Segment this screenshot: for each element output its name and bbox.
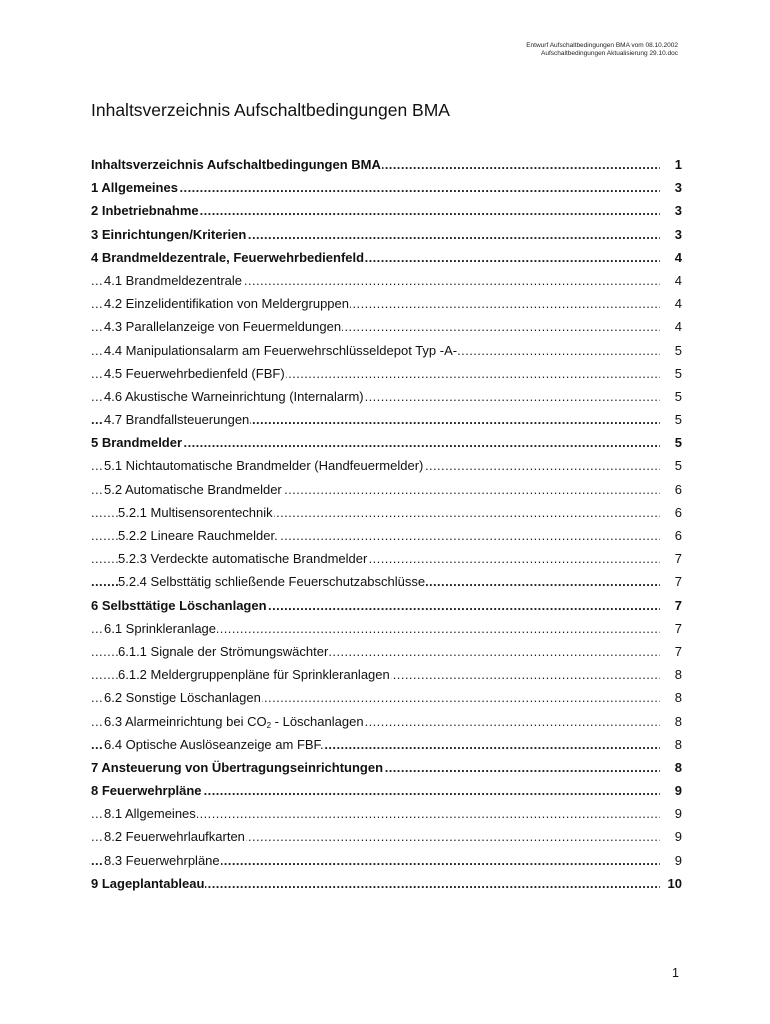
toc-entry[interactable] — [91, 478, 682, 501]
toc-entry[interactable] — [91, 524, 682, 547]
toc-entry-label: 4.2 Einzelidentifikation von Meldergruppen — [104, 296, 349, 312]
toc-entry[interactable] — [91, 756, 682, 779]
toc-entry-label: 8 Feuerwehrpläne — [91, 783, 202, 799]
toc-entry-page: 5 — [672, 385, 682, 408]
toc-entry-label: 4 Brandmeldezentrale, Feuerwehrbedienfeld — [91, 249, 365, 265]
toc-entry[interactable] — [91, 547, 682, 570]
toc-entry[interactable] — [91, 408, 682, 431]
toc-entry-label: 5 Brandmelder — [91, 435, 183, 451]
toc-entry-label: 6 Selbsttätige Löschanlagen — [91, 597, 267, 613]
toc-entry-label: Inhaltsverzeichnis Aufschaltbedingungen BMA — [91, 157, 381, 172]
toc-entry-label: 5.2.2 Lineare Rauchmelder. — [118, 528, 278, 543]
toc-entry[interactable] — [91, 246, 682, 269]
toc-entry-page: 8 — [672, 663, 682, 686]
toc-entry[interactable] — [91, 733, 682, 756]
toc-entry[interactable] — [91, 199, 682, 222]
toc-entry-page: 10 — [665, 872, 682, 895]
toc-entry-page: 5 — [672, 339, 682, 362]
toc-entry-label: 9 Lageplantableau — [91, 875, 205, 891]
toc-entry-label: 6.2 Sonstige Löschanlagen — [104, 690, 261, 706]
toc-entry-label: 8.3 Feuerwehrpläne — [104, 852, 220, 868]
toc-entry[interactable] — [91, 292, 682, 315]
toc-entry-page: 3 — [672, 199, 682, 222]
toc-entry-label: 5.2.3 Verdeckte automatische Brandmelder — [118, 551, 368, 567]
toc-entry[interactable] — [91, 385, 682, 408]
header-note-line-1: Entwurf Aufschaltbedingungen BMA vom 08.10.2002 — [526, 42, 678, 49]
toc-entry-label: 5.2.1 Multisensorentechnik — [118, 504, 273, 520]
toc-entry[interactable] — [91, 686, 682, 709]
toc-entry-page: 3 — [672, 176, 682, 199]
toc-entry[interactable] — [91, 617, 682, 640]
toc-entry[interactable] — [91, 663, 682, 686]
toc-entry-page: 1 — [672, 153, 682, 176]
toc-entry[interactable] — [91, 779, 682, 802]
toc-entry[interactable] — [91, 315, 682, 338]
toc-entry-page: 5 — [672, 454, 682, 477]
toc-entry-label: 6.1.2 Meldergruppenpläne für Sprinkleranlagen — [118, 667, 390, 683]
toc-entry-page: 8 — [672, 710, 682, 733]
toc-entry-page: 9 — [672, 849, 682, 872]
toc-entry[interactable] — [91, 362, 682, 385]
toc-entry[interactable] — [91, 431, 682, 454]
toc-entry-page: 8 — [672, 686, 682, 709]
toc-entry-label: 4.3 Parallelanzeige von Feuermeldungen — [104, 319, 342, 335]
toc-entry-label: 6.1.1 Signale der Strömungswächter — [118, 643, 329, 659]
toc-entry-page: 7 — [672, 547, 682, 570]
toc-entry-page: 7 — [672, 617, 682, 640]
toc-entry-label: 6.1 Sprinkleranlage — [104, 620, 217, 636]
toc-entry-page: 5 — [672, 362, 682, 385]
toc-entry-label: 5.1 Nichtautomatische Brandmelder (Handfeuermelder) — [104, 458, 424, 474]
toc-entry-label: 4.1 Brandmeldezentrale — [104, 272, 243, 288]
toc-entry-label: 5.2 Automatische Brandmelder — [104, 481, 282, 497]
header-note-line-2: Aufschaltbedingungen Aktualisierung 29.10.doc — [541, 50, 678, 57]
toc-entry-page: 6 — [672, 478, 682, 501]
toc-entry[interactable] — [91, 223, 682, 246]
toc-entry-page: 9 — [672, 825, 682, 848]
toc-entry[interactable] — [91, 825, 682, 848]
toc-entry-page: 9 — [672, 802, 682, 825]
toc-entry-page: 5 — [672, 408, 682, 431]
toc-entry[interactable] — [91, 176, 682, 199]
toc-entry[interactable] — [91, 640, 682, 663]
toc-entry[interactable] — [91, 849, 682, 872]
toc-entry-page: 4 — [672, 315, 682, 338]
toc-entry-page: 5 — [672, 431, 682, 454]
toc-entry[interactable] — [91, 153, 682, 176]
toc-entry-label: 5.2.4 Selbsttätig schließende Feuerschutzabschlüsse — [118, 574, 426, 590]
page-title: Inhaltsverzeichnis Aufschaltbedingungen BMA — [91, 100, 450, 120]
toc-entry-label: 3 Einrichtungen/Kriterien — [91, 226, 247, 242]
toc-entry-label: 2 Inbetriebnahme — [91, 203, 199, 219]
toc-entry[interactable] — [91, 570, 682, 593]
page-number: 1 — [672, 966, 679, 980]
toc-entry-label-suffix: - Löschanlagen — [271, 713, 364, 729]
toc-entry-label: 8.1 Allgemeines — [104, 806, 196, 822]
toc-entry[interactable] — [91, 802, 682, 825]
table-of-contents — [91, 153, 682, 895]
document-header-note — [526, 42, 678, 58]
toc-entry-page: 4 — [672, 246, 682, 269]
toc-entry[interactable] — [91, 339, 682, 362]
toc-entry-page: 8 — [672, 733, 682, 756]
toc-entry-page: 7 — [672, 594, 682, 617]
toc-entry-label: 6.4 Optische Auslöseanzeige am FBF. — [104, 736, 324, 752]
toc-entry[interactable] — [91, 872, 682, 895]
toc-entry-label: 1 Allgemeines — [91, 180, 178, 196]
toc-entry-page: 6 — [672, 524, 682, 547]
toc-entry[interactable] — [91, 269, 682, 292]
toc-entry-page: 7 — [672, 640, 682, 663]
toc-entry-label-subscript: 2 — [266, 720, 272, 730]
toc-entry-page: 3 — [672, 223, 682, 246]
toc-entry[interactable] — [91, 501, 682, 524]
toc-entry-page: 4 — [672, 269, 682, 292]
toc-entry-label: 4.6 Akustische Warneinrichtung (Internalarm) — [104, 388, 364, 404]
toc-entry[interactable] — [91, 454, 682, 477]
toc-entry-page: 4 — [672, 292, 682, 315]
toc-entry-label: 4.5 Feuerwehrbedienfeld (FBF) — [104, 365, 285, 381]
toc-entry[interactable] — [91, 594, 682, 617]
toc-entry[interactable] — [91, 710, 682, 733]
toc-entry-label: 6.3 Alarmeinrichtung bei $CO_2$ - Löschanlagen — [104, 713, 364, 730]
toc-entry-page: 6 — [672, 501, 682, 524]
toc-entry-page: 7 — [672, 570, 682, 593]
toc-entry-page: 8 — [672, 756, 682, 779]
toc-entry-label: 8.2 Feuerwehrlaufkarten — [104, 829, 245, 845]
toc-entry-label: 7 Ansteuerung von Übertragungseinrichtungen — [91, 759, 384, 775]
toc-entry-label: 4.4 Manipulationsalarm am Feuerwehrschlüsseldepot Typ -A- — [104, 342, 458, 358]
toc-entry-page: 9 — [672, 779, 682, 802]
toc-entry-label: 4.7 Brandfallsteuerungen — [104, 412, 250, 428]
